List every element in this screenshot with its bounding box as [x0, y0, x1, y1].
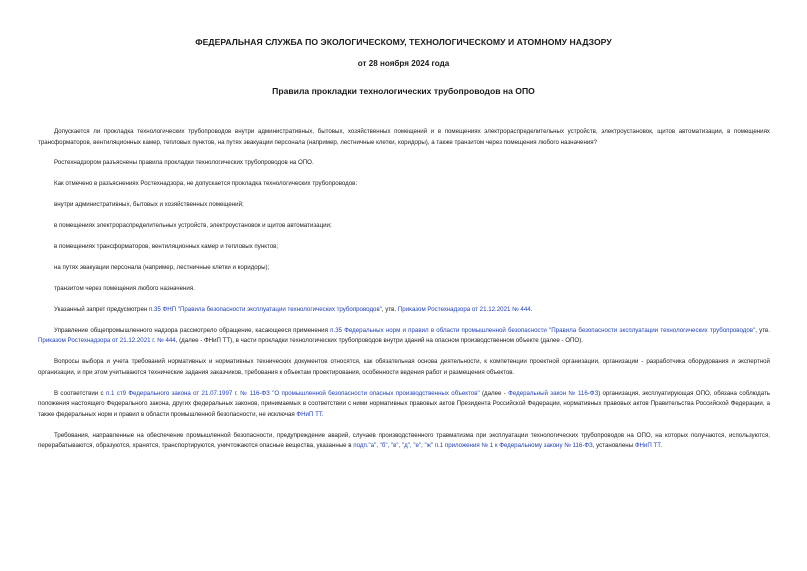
- paragraph-text: (далее -: [479, 389, 509, 397]
- document-link[interactable]: Приказом Ростехнадзора от 21.12.2021 г. № 444: [38, 337, 176, 345]
- paragraph: [38, 127, 770, 148]
- paragraph: [38, 389, 770, 421]
- paragraph: [38, 431, 770, 452]
- paragraph-text: .: [660, 442, 663, 450]
- agency-heading: ФЕДЕРАЛЬНАЯ СЛУЖБА ПО ЭКОЛОГИЧЕСКОМУ, ТЕХНОЛОГИЧЕСКОМУ И АТОМНОМУ НАДЗОРУ: [195, 37, 612, 47]
- paragraph-text: внутри административных, бытовых и хозяйственных помещений;: [54, 201, 244, 209]
- document-date: от 28 ноября 2024 года: [357, 59, 450, 68]
- paragraph-text: Требования, направленные на обеспечение промышленной безопасности, предупреждение аварий, случаев производственного травматизма при эксплуатации технологических трубопроводов на ОПО, на которых получаются, используются, перерабатываются, образуются, хранятся, транспортируются, уничтожаются опасные вещества, указанные в: [38, 431, 770, 450]
- paragraph-text: , установлены: [592, 442, 635, 450]
- paragraph-text: , утв.: [381, 305, 398, 313]
- paragraph-text: Указанный запрет предусмотрен: [54, 305, 149, 313]
- paragraph-text: Вопросы выбора и учета требований нормативных и нормативных технических документов относятся, как обязательная основа деятельности, к компетенции проектной организации, организации - разработчика оборудования и экспертной организации, и при этом учитываются технические задания заказчиков, требования к объектам проектирования, особенности ведения работ и размещения объектов.: [38, 358, 770, 376]
- document-link[interactable]: п.1 ст9 Федерального закона от 21.07.1997 г. № 116-ФЗ "О промышленной безопасности опасных производственных объектов": [105, 389, 480, 397]
- paragraph-text: .: [530, 305, 533, 313]
- paragraph: [38, 179, 770, 190]
- paragraph-text: на путях эвакуации персонала (например, лестничные клетки и коридоры);: [54, 263, 270, 271]
- paragraph: [38, 221, 770, 232]
- paragraph: [38, 242, 770, 253]
- paragraph-text: , (далее - ФНиП ТТ), в части прокладки технологических трубопроводов внутри зданий на опасном производственном объекте (далее - ОПО).: [175, 337, 583, 345]
- paragraph: [38, 200, 770, 211]
- paragraph: [38, 158, 770, 169]
- document-link[interactable]: п.35 Федеральных норм и правил в области промышленной безопасности "Правила безопасности эксплуатации технологических трубопроводов": [330, 326, 756, 334]
- document-link[interactable]: ФНиП ТТ: [634, 442, 661, 450]
- paragraph-text: Ростехнадзором разъяснены правила прокладки технологических трубопроводов на ОПО.: [54, 159, 314, 167]
- document-link[interactable]: Федеральный закон № 116-ФЗ: [508, 389, 599, 397]
- document-link[interactable]: подп."а", "б", "в", "д", "е", "ж" п.1 приложения № 1 к Федеральному закону № 116-ФЗ: [353, 442, 593, 450]
- paragraph: [38, 284, 770, 295]
- paragraph-text: транзитом через помещения любого назначения.: [54, 284, 195, 292]
- document-body: [38, 127, 770, 462]
- paragraph-text: в помещениях трансформаторов, вентиляционных камер и тепловых пунктов;: [54, 243, 279, 251]
- paragraph-text: В соответствии с: [54, 389, 106, 397]
- paragraph-text: ) организация, эксплуатирующая ОПО, обязана соблюдать положения настоящего Федерального закона, других федеральных законов, принимаемых в соответствии с ними нормативных правовых актов Президента Российской Федерации, нормативных правовых актов Правительства Российской Федерации, а также федеральных норм и правил в области промышленной безопасности, не исключая: [38, 389, 771, 418]
- paragraph: [38, 263, 770, 274]
- paragraph-text: Как отмечено в разъяснениях Ростехнадзора, не допускается прокладка технологических трубопроводов:: [54, 180, 358, 188]
- paragraph-text: в помещениях электрораспределительных устройств, электроустановок и щитов автоматизации;: [54, 222, 332, 230]
- document-link[interactable]: п.35 ФНП "Правила безопасности эксплуатации технологических трубопроводов": [148, 305, 382, 313]
- document-link[interactable]: Приказом Ростехнадзора от 21.12.2021 № 444: [397, 305, 531, 313]
- document-title: Правила прокладки технологических трубопроводов на ОПО: [272, 86, 535, 96]
- paragraph: [38, 357, 770, 378]
- paragraph-text: Допускается ли прокладка технологических трубопроводов внутри административных, бытовых, хозяйственных помещений и в помещениях электрораспределительных устройств, электроустановок, щитов автоматизации, в помещениях трансформаторов, вентиляционных камер, тепловых пунктов, на путях эвакуации персонала (например, лестничные клетки, коридоры), а также транзитом через помещения любого назначения?: [38, 128, 770, 146]
- paragraph-text: .: [321, 410, 324, 418]
- paragraph: [38, 326, 770, 347]
- paragraph: [38, 305, 770, 316]
- paragraph-text: , утв.: [755, 326, 770, 334]
- paragraph-text: Управление общепромышленного надзора рассмотрело обращение, касающееся применения: [54, 326, 331, 334]
- document-link[interactable]: ФНиП ТТ: [296, 410, 322, 418]
